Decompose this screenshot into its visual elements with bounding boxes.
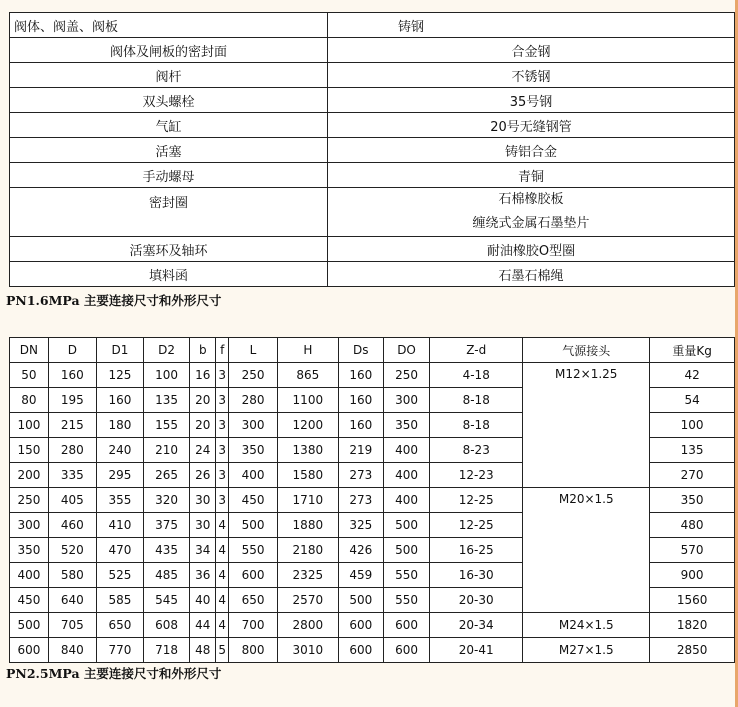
material-row xyxy=(10,188,735,237)
table-cell: 20-41 xyxy=(430,638,523,663)
table-cell: 608 xyxy=(143,613,189,638)
table-cell: 50 xyxy=(10,363,49,388)
table-cell: 8-18 xyxy=(430,388,523,413)
table-cell: 3 xyxy=(216,463,229,488)
material-part-cell: 活塞环及轴环 xyxy=(10,237,328,262)
table-cell: 580 xyxy=(48,563,96,588)
table-cell: 585 xyxy=(96,588,143,613)
table-cell: 135 xyxy=(143,388,189,413)
table-row xyxy=(10,638,735,663)
column-header: Z-d xyxy=(430,338,523,363)
table-cell: 1580 xyxy=(278,463,339,488)
table-cell: 210 xyxy=(143,438,189,463)
table-cell: 800 xyxy=(229,638,278,663)
section-title-pn16: PN1.6MPa 主要连接尺寸和外形尺寸 xyxy=(6,293,222,308)
table-cell: 770 xyxy=(96,638,143,663)
material-row xyxy=(10,63,735,88)
table-cell: 400 xyxy=(383,488,429,513)
table-cell: 485 xyxy=(143,563,189,588)
column-header: f xyxy=(216,338,229,363)
material-value-cell xyxy=(328,188,735,237)
table-cell: 4-18 xyxy=(430,363,523,388)
material-value-line: 缠绕式金属石墨垫片 xyxy=(472,216,590,231)
table-cell: 160 xyxy=(96,388,143,413)
table-cell: 150 xyxy=(10,438,49,463)
material-part-cell: 手动螺母 xyxy=(10,163,328,188)
table-cell: 600 xyxy=(383,613,429,638)
table-cell: 1710 xyxy=(278,488,339,513)
table-cell: 3010 xyxy=(278,638,339,663)
table-cell: 180 xyxy=(96,413,143,438)
column-header: Ds xyxy=(338,338,383,363)
table-cell: 600 xyxy=(229,563,278,588)
table-cell: 3 xyxy=(216,438,229,463)
table-row xyxy=(10,613,735,638)
table-cell: 705 xyxy=(48,613,96,638)
table-cell: 4 xyxy=(216,538,229,563)
column-header: 重量Kg xyxy=(650,338,735,363)
table-cell: 160 xyxy=(48,363,96,388)
material-part-cell: 气缸 xyxy=(10,113,328,138)
table-cell: 155 xyxy=(143,413,189,438)
table-cell: 280 xyxy=(48,438,96,463)
table-cell: 265 xyxy=(143,463,189,488)
weight-cell: 1820 xyxy=(650,613,735,638)
table-cell: 718 xyxy=(143,638,189,663)
table-cell: 865 xyxy=(278,363,339,388)
weight-cell: 570 xyxy=(650,538,735,563)
column-header: 气源接头 xyxy=(523,338,650,363)
table-cell: 3 xyxy=(216,363,229,388)
table-cell: 5 xyxy=(216,638,229,663)
table-cell: 545 xyxy=(143,588,189,613)
table-cell: 12-25 xyxy=(430,513,523,538)
dimensions-header-row xyxy=(10,338,735,363)
material-part-cell: 密封圈 xyxy=(10,188,328,237)
table-cell: 200 xyxy=(10,463,49,488)
table-cell: 300 xyxy=(229,413,278,438)
table-cell: 550 xyxy=(383,563,429,588)
table-cell: 400 xyxy=(383,463,429,488)
table-cell: 160 xyxy=(338,413,383,438)
table-cell: 20-30 xyxy=(430,588,523,613)
table-cell: 426 xyxy=(338,538,383,563)
column-header: DO xyxy=(383,338,429,363)
material-value-cell: 铸钢 xyxy=(328,13,735,38)
table-cell: 24 xyxy=(190,438,216,463)
table-cell: 160 xyxy=(338,388,383,413)
table-row xyxy=(10,363,735,388)
column-header: L xyxy=(229,338,278,363)
table-cell: 405 xyxy=(48,488,96,513)
table-cell: 350 xyxy=(10,538,49,563)
column-header: D xyxy=(48,338,96,363)
table-cell: 2570 xyxy=(278,588,339,613)
table-cell: 4 xyxy=(216,563,229,588)
table-cell: 250 xyxy=(10,488,49,513)
material-part-cell: 阀体及闸板的密封面 xyxy=(10,38,328,63)
weight-cell: 1560 xyxy=(650,588,735,613)
table-cell: 1200 xyxy=(278,413,339,438)
weight-cell: 42 xyxy=(650,363,735,388)
column-header: H xyxy=(278,338,339,363)
table-cell: 1380 xyxy=(278,438,339,463)
table-cell: 520 xyxy=(48,538,96,563)
table-cell: 20-34 xyxy=(430,613,523,638)
weight-cell: 100 xyxy=(650,413,735,438)
material-part-cell: 双头螺栓 xyxy=(10,88,328,113)
material-part-cell: 活塞 xyxy=(10,138,328,163)
connector-cell: M20×1.5 xyxy=(523,488,650,613)
table-cell: 459 xyxy=(338,563,383,588)
table-cell: 295 xyxy=(96,463,143,488)
table-cell: 160 xyxy=(338,363,383,388)
table-cell: 500 xyxy=(338,588,383,613)
material-value-cell: 合金钢 xyxy=(328,38,735,63)
weight-cell: 350 xyxy=(650,488,735,513)
table-cell: 3 xyxy=(216,388,229,413)
table-row xyxy=(10,488,735,513)
material-row xyxy=(10,13,735,38)
table-cell: 320 xyxy=(143,488,189,513)
table-cell: 410 xyxy=(96,513,143,538)
table-cell: 26 xyxy=(190,463,216,488)
table-cell: 48 xyxy=(190,638,216,663)
table-cell: 4 xyxy=(216,588,229,613)
table-cell: 12-23 xyxy=(430,463,523,488)
material-value-cell: 石墨石棉绳 xyxy=(328,262,735,287)
table-cell: 8-23 xyxy=(430,438,523,463)
material-part-cell: 阀体、阀盖、阀板 xyxy=(10,13,328,38)
table-cell: 20 xyxy=(190,413,216,438)
table-cell: 195 xyxy=(48,388,96,413)
material-part-cell: 填料函 xyxy=(10,262,328,287)
material-value-cell: 20号无缝钢管 xyxy=(328,113,735,138)
material-part-cell: 阀杆 xyxy=(10,63,328,88)
table-cell: 3 xyxy=(216,413,229,438)
material-value-cell: 不锈钢 xyxy=(328,63,735,88)
material-value-cell: 青铜 xyxy=(328,163,735,188)
table-cell: 8-18 xyxy=(430,413,523,438)
table-cell: 640 xyxy=(48,588,96,613)
material-value-cell: 耐油橡胶O型圈 xyxy=(328,237,735,262)
weight-cell: 2850 xyxy=(650,638,735,663)
material-row xyxy=(10,237,735,262)
column-header: DN xyxy=(10,338,49,363)
material-row xyxy=(10,262,735,287)
table-cell: 700 xyxy=(229,613,278,638)
table-cell: 4 xyxy=(216,513,229,538)
table-cell: 600 xyxy=(338,638,383,663)
table-cell: 450 xyxy=(10,588,49,613)
table-cell: 240 xyxy=(96,438,143,463)
column-header: D2 xyxy=(143,338,189,363)
table-cell: 460 xyxy=(48,513,96,538)
table-cell: 2800 xyxy=(278,613,339,638)
table-cell: 470 xyxy=(96,538,143,563)
table-cell: 36 xyxy=(190,563,216,588)
table-cell: 280 xyxy=(229,388,278,413)
table-cell: 20 xyxy=(190,388,216,413)
table-cell: 650 xyxy=(96,613,143,638)
table-cell: 30 xyxy=(190,513,216,538)
table-cell: 1880 xyxy=(278,513,339,538)
table-cell: 16-30 xyxy=(430,563,523,588)
weight-cell: 54 xyxy=(650,388,735,413)
table-cell: 400 xyxy=(383,438,429,463)
table-cell: 273 xyxy=(338,488,383,513)
material-row xyxy=(10,113,735,138)
table-cell: 250 xyxy=(229,363,278,388)
table-cell: 300 xyxy=(383,388,429,413)
table-cell: 435 xyxy=(143,538,189,563)
table-cell: 273 xyxy=(338,463,383,488)
table-cell: 100 xyxy=(143,363,189,388)
material-value-cell: 铸铝合金 xyxy=(328,138,735,163)
table-cell: 1100 xyxy=(278,388,339,413)
table-cell: 34 xyxy=(190,538,216,563)
weight-cell: 480 xyxy=(650,513,735,538)
table-cell: 355 xyxy=(96,488,143,513)
table-cell: 840 xyxy=(48,638,96,663)
table-cell: 500 xyxy=(10,613,49,638)
table-cell: 3 xyxy=(216,488,229,513)
table-cell: 650 xyxy=(229,588,278,613)
column-header: D1 xyxy=(96,338,143,363)
table-cell: 550 xyxy=(383,588,429,613)
table-cell: 219 xyxy=(338,438,383,463)
table-cell: 40 xyxy=(190,588,216,613)
table-cell: 500 xyxy=(383,513,429,538)
table-cell: 250 xyxy=(383,363,429,388)
table-cell: 16 xyxy=(190,363,216,388)
weight-cell: 270 xyxy=(650,463,735,488)
table-cell: 350 xyxy=(383,413,429,438)
connector-cell: M24×1.5 xyxy=(523,613,650,638)
material-value-cell: 35号钢 xyxy=(328,88,735,113)
connector-cell: M27×1.5 xyxy=(523,638,650,663)
table-cell: 215 xyxy=(48,413,96,438)
table-cell: 4 xyxy=(216,613,229,638)
table-cell: 350 xyxy=(229,438,278,463)
table-cell: 400 xyxy=(229,463,278,488)
dimensions-table xyxy=(9,337,735,663)
table-cell: 525 xyxy=(96,563,143,588)
table-cell: 12-25 xyxy=(430,488,523,513)
table-cell: 16-25 xyxy=(430,538,523,563)
table-cell: 375 xyxy=(143,513,189,538)
section-title-pn25: PN2.5MPa 主要连接尺寸和外形尺寸 xyxy=(6,666,222,681)
materials-table xyxy=(9,12,735,287)
table-cell: 80 xyxy=(10,388,49,413)
material-value-line: 石棉橡胶板 xyxy=(498,192,564,207)
connector-cell: M12×1.25 xyxy=(523,363,650,488)
table-cell: 600 xyxy=(338,613,383,638)
table-cell: 44 xyxy=(190,613,216,638)
table-cell: 2180 xyxy=(278,538,339,563)
table-cell: 2325 xyxy=(278,563,339,588)
table-cell: 325 xyxy=(338,513,383,538)
material-row xyxy=(10,163,735,188)
table-cell: 300 xyxy=(10,513,49,538)
table-cell: 125 xyxy=(96,363,143,388)
table-cell: 600 xyxy=(383,638,429,663)
table-cell: 600 xyxy=(10,638,49,663)
table-cell: 500 xyxy=(229,513,278,538)
column-header: b xyxy=(190,338,216,363)
table-cell: 335 xyxy=(48,463,96,488)
table-cell: 30 xyxy=(190,488,216,513)
table-cell: 100 xyxy=(10,413,49,438)
table-cell: 450 xyxy=(229,488,278,513)
table-cell: 400 xyxy=(10,563,49,588)
material-row xyxy=(10,38,735,63)
weight-cell: 135 xyxy=(650,438,735,463)
material-row xyxy=(10,138,735,163)
table-cell: 550 xyxy=(229,538,278,563)
weight-cell: 900 xyxy=(650,563,735,588)
table-cell: 500 xyxy=(383,538,429,563)
material-row xyxy=(10,88,735,113)
